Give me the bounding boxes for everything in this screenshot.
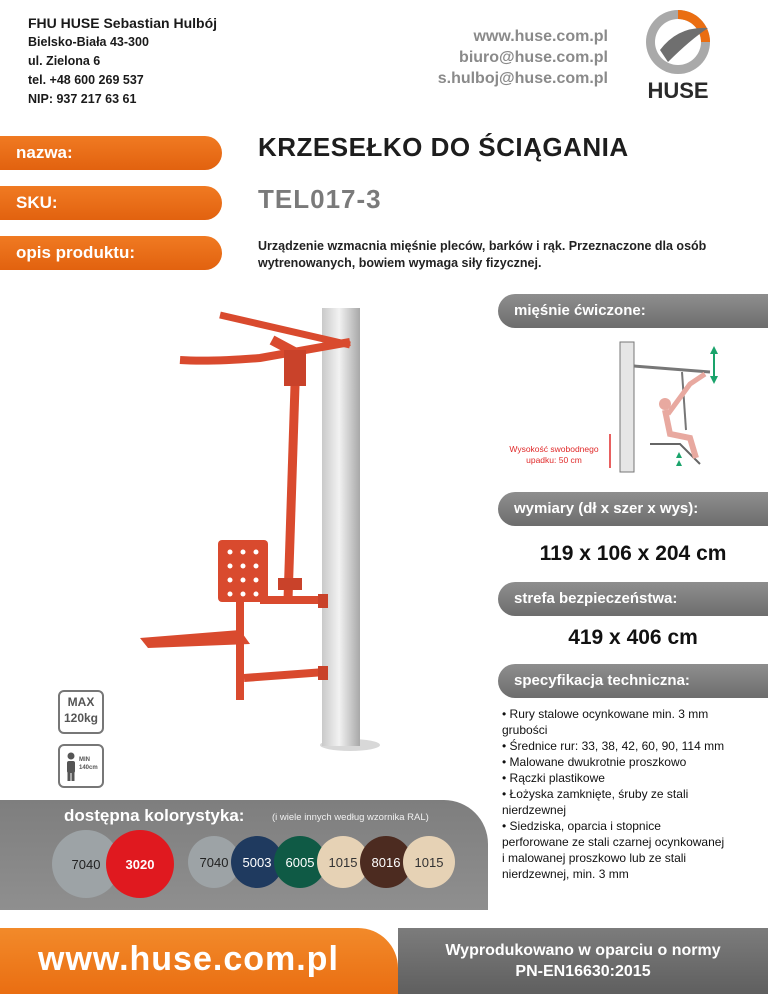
colors-panel [0, 800, 488, 910]
spec-item: • Rączki plastikowe [502, 771, 605, 785]
footer-norm-line1: Wyprodukowano w oparciu o normy [445, 942, 721, 959]
spec-list [502, 706, 730, 882]
label-dimensions-text: wymiary (dł x szer x wys): [514, 500, 699, 517]
dimensions-value: 119 x 106 x 204 cm [539, 542, 727, 565]
color-swatch-3020: 3020 [106, 830, 174, 898]
company-info [28, 14, 217, 109]
label-muscles [498, 294, 768, 328]
label-name-text: nazwa: [16, 143, 73, 162]
color-swatch-7040: 7040 [188, 836, 240, 888]
contact-email-link[interactable]: biuro@huse.com.pl [459, 49, 608, 66]
label-safety-zone [498, 582, 768, 616]
label-name [0, 136, 222, 170]
company-nip: NIP: 937 217 63 61 [28, 92, 137, 106]
color-swatch-1015: 1015 [317, 836, 369, 888]
color-swatch-7040: 7040 [52, 830, 120, 898]
min-height-value: 140cm [79, 765, 98, 771]
fall-height-line2: upadku: 50 cm [526, 455, 582, 465]
label-sku-text: SKU: [16, 193, 58, 212]
label-muscles-text: mięśnie ćwiczone: [514, 302, 646, 319]
footer-norm-line2: PN-EN16630:2015 [515, 963, 651, 980]
person-icon [64, 752, 78, 782]
huse-logo [638, 6, 718, 102]
contact-email-link-2[interactable]: s.hulboj@huse.com.pl [437, 70, 608, 87]
footer-norm-bar [398, 928, 768, 994]
spec-item: • Łożyska zamknięte, śruby ze stali nierdzewnej [502, 787, 689, 817]
contact-info [438, 26, 608, 89]
min-height-badge [58, 744, 104, 788]
safety-zone-value: 419 x 406 cm [568, 626, 698, 649]
fall-height-line1: Wysokość swobodnego [509, 444, 599, 454]
spec-item: • Rury stalowe ocynkowane min. 3 mm grubości [502, 707, 709, 737]
label-specification [498, 664, 768, 698]
max-weight-value: 120kg [63, 711, 99, 725]
footer-website-link[interactable]: www.huse.com.pl [38, 940, 339, 978]
label-sku [0, 186, 222, 220]
fall-height-label [500, 444, 608, 466]
spec-item: • Średnice rur: 33, 38, 42, 60, 90, 114 mm [502, 739, 725, 753]
company-phone: tel. +48 600 269 537 [28, 73, 144, 87]
color-swatch-6005: 6005 [274, 836, 326, 888]
color-swatch-5003: 5003 [231, 836, 283, 888]
colors-note: (i wiele innych według wzornika RAL) [272, 812, 429, 823]
product-sku: TEL017-3 [258, 184, 382, 214]
label-specification-text: specyfikacja techniczna: [514, 672, 690, 689]
label-safety-zone-text: strefa bezpieczeństwa: [514, 590, 678, 607]
label-description [0, 236, 222, 270]
label-description-text: opis produktu: [16, 243, 135, 262]
color-swatch-1015: 1015 [403, 836, 455, 888]
min-height-label: MIN [79, 757, 90, 763]
footer-norm-text [398, 940, 768, 982]
company-name: FHU HUSE Sebastian Hulbój [28, 15, 218, 31]
muscles-diagram [500, 334, 740, 484]
product-description: Urządzenie wzmacnia mięśnie pleców, barków i rąk. Przeznaczone dla osób wytrenowanych, bowiem wymaga siły fizycznej. [258, 239, 707, 270]
product-name: KRZESEŁKO DO ŚCIĄGANIA [258, 132, 629, 162]
logo-text: HUSE [647, 78, 709, 102]
company-address-street: ul. Zielona 6 [28, 54, 101, 68]
footer-website-bar [0, 928, 398, 994]
company-address-city: Bielsko-Biała 43-300 [28, 35, 149, 49]
colors-label: dostępna kolorystyka: [64, 806, 245, 825]
contact-website-link[interactable]: www.huse.com.pl [473, 28, 608, 45]
min-height-text [79, 756, 98, 772]
label-dimensions [498, 492, 768, 526]
max-weight-badge [58, 690, 104, 734]
spec-item: • Malowane dwukrotnie proszkowo [502, 755, 687, 769]
max-weight-label: MAX [67, 695, 95, 709]
color-swatch-8016: 8016 [360, 836, 412, 888]
product-image [60, 300, 480, 760]
spec-item: • Siedziska, oparcia i stopnice perforowane ze stali czarnej ocynkowanej i malowanej proszkowo lub ze stali nierdzewnej, min. 3 mm [502, 819, 725, 881]
